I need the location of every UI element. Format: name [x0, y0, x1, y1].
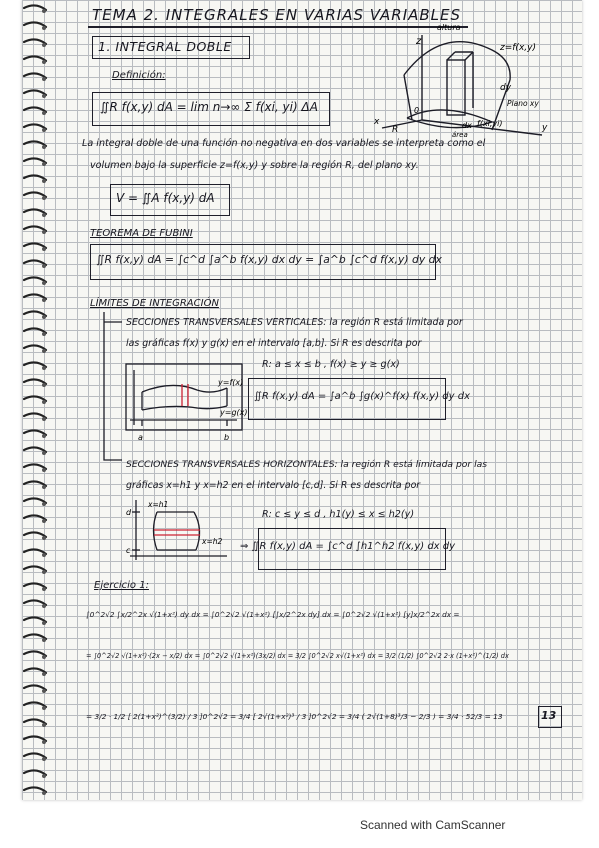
- horizontal-formula: ⇒ ∬R f(x,y) dA = ∫c^d ∫h1^h2 f(x,y) dx dy: [240, 541, 456, 552]
- definition-text-1: La integral doble de una función no negativa en dos variables se interpreta como el: [82, 138, 486, 149]
- spiral-hole: [42, 740, 46, 744]
- spiral-hole: [42, 128, 46, 132]
- scanner-footer: Scanned with CamScanner: [360, 818, 506, 832]
- spiral-ring: [24, 532, 46, 537]
- spiral-ring: [24, 430, 46, 435]
- spiral-hole: [42, 298, 46, 302]
- spiral-ring: [24, 464, 46, 469]
- x-label: x: [374, 117, 380, 127]
- altura-label: altura: [437, 23, 461, 32]
- spiral-ring: [24, 379, 46, 384]
- spiral-hole: [42, 145, 46, 149]
- plane-label: Plano xy: [507, 99, 539, 108]
- exercise-line-3: = 3/2 · 1/2 [ 2(1+x²)^(3/2) / 3 ]0^2√2 = 3/4 [ 2√(1+x²)³ / 3 ]0^2√2 = 3/4 ( 2√(1+8)³/3 − 2/3 ) = 3/4 · 52/3 = 13: [86, 712, 503, 721]
- spiral-ring: [24, 634, 46, 639]
- spiral-hole: [42, 638, 46, 642]
- spiral-ring: [24, 107, 46, 112]
- spiral-hole: [42, 672, 46, 676]
- area-label: área: [452, 131, 468, 139]
- spiral-hole: [42, 162, 46, 166]
- exercise-line-2: = ∫0^2√2 √(1+x²)·(2x − x/2) dx = ∫0^2√2 √(1+x²)(3x/2) dx = 3/2 ∫0^2√2 x√(1+x²) dx = 3/2 (1/2) ∫0^2√2 2·x (1+x²)^(1/2) dx: [86, 652, 509, 660]
- spiral-hole: [42, 689, 46, 693]
- spiral-hole: [42, 179, 46, 183]
- spiral-ring: [24, 345, 46, 350]
- spiral-hole: [42, 400, 46, 404]
- d-label: d: [126, 508, 132, 517]
- spiral-hole: [42, 621, 46, 625]
- spiral-ring: [24, 226, 46, 231]
- spiral-ring: [24, 277, 46, 282]
- spiral-hole: [42, 77, 46, 81]
- spiral-hole: [42, 213, 46, 217]
- section-heading: 1. INTEGRAL DOBLE: [98, 39, 232, 54]
- spiral-ring: [24, 413, 46, 418]
- spiral-hole: [42, 519, 46, 523]
- y-label: y: [542, 123, 548, 133]
- result-value: 13: [541, 709, 557, 722]
- spiral-hole: [42, 723, 46, 727]
- spiral-ring: [24, 209, 46, 214]
- spiral-hole: [42, 247, 46, 251]
- vertical-text-1: SECCIONES TRANSVERSALES VERTICALES: la región R está limitada por: [126, 317, 463, 328]
- spiral-ring: [24, 396, 46, 401]
- definition-text-2: volumen bajo la superficie z=f(x,y) y sobre la región R, del plano xy.: [90, 160, 419, 171]
- h2-label: x=h2: [202, 537, 223, 546]
- spiral-hole: [42, 230, 46, 234]
- spiral-hole: [42, 604, 46, 608]
- page-title: TEMA 2. INTEGRALES EN VARIAS VARIABLES: [92, 6, 462, 24]
- gx-label: y=g(x): [220, 408, 248, 417]
- spiral-hole: [42, 791, 46, 795]
- spiral-binding: [22, 0, 52, 800]
- c-label: c: [126, 546, 131, 555]
- origin-label: 0: [414, 106, 420, 115]
- spiral-ring: [24, 583, 46, 588]
- horizontal-text-2: gráficas x=h1 y x=h2 en el intervalo [c,d]. Si R es descrita por: [126, 480, 421, 491]
- surface-label: z=f(x,y): [500, 43, 536, 53]
- spiral-hole: [42, 281, 46, 285]
- spiral-hole: [42, 502, 46, 506]
- spiral-ring: [24, 328, 46, 333]
- spiral-ring: [24, 22, 46, 27]
- spiral-hole: [42, 468, 46, 472]
- spiral-hole: [42, 434, 46, 438]
- spiral-hole: [42, 349, 46, 353]
- spiral-ring: [24, 158, 46, 163]
- spiral-hole: [42, 655, 46, 659]
- spiral-hole: [42, 553, 46, 557]
- spiral-ring: [24, 90, 46, 95]
- dy-label: dy: [500, 83, 512, 93]
- example-label: Ejercicio 1:: [94, 580, 149, 591]
- spiral-hole: [42, 383, 46, 387]
- spiral-hole: [42, 94, 46, 98]
- curve-h1: [154, 512, 158, 550]
- spiral-ring: [24, 39, 46, 44]
- fval-label: f(xi,yi): [477, 119, 503, 128]
- spiral-hole: [42, 315, 46, 319]
- spiral-ring: [24, 362, 46, 367]
- spiral-hole: [42, 570, 46, 574]
- spiral-ring: [24, 447, 46, 452]
- spiral-hole: [42, 536, 46, 540]
- curve-h2: [194, 512, 200, 550]
- spiral-hole: [42, 196, 46, 200]
- spiral-ring: [24, 787, 46, 792]
- spiral-ring: [24, 600, 46, 605]
- spiral-ring: [24, 549, 46, 554]
- spiral-hole: [42, 774, 46, 778]
- spiral-hole: [42, 9, 46, 13]
- spiral-hole: [42, 366, 46, 370]
- spiral-ring: [24, 685, 46, 690]
- vertical-formula: ∬R f(x,y) dA = ∫a^b ∫g(x)^f(x) f(x,y) dy dx: [254, 391, 471, 402]
- r-label: R: [392, 125, 399, 135]
- spiral-ring: [24, 311, 46, 316]
- spiral-hole: [42, 43, 46, 47]
- vertical-text-2: las gráficas f(x) y g(x) en el intervalo [a,b]. Si R es descrita por: [126, 338, 422, 349]
- fubini-formula: ∬R f(x,y) dA = ∫c^d ∫a^b f(x,y) dx dy = ∫a^b ∫c^d f(x,y) dy dx: [96, 253, 442, 266]
- horizontal-text-1: SECCIONES TRANSVERSALES HORIZONTALES: la región R está limitada por las: [126, 459, 488, 470]
- spiral-ring: [24, 668, 46, 673]
- spiral-ring: [24, 702, 46, 707]
- spiral-hole: [42, 332, 46, 336]
- spiral-ring: [24, 617, 46, 622]
- spiral-hole: [42, 587, 46, 591]
- spiral-ring: [24, 481, 46, 486]
- spiral-hole: [42, 451, 46, 455]
- vertical-region: R: a ≤ x ≤ b , f(x) ≥ y ≥ g(x): [262, 359, 400, 370]
- spiral-ring: [24, 5, 46, 10]
- spiral-hole: [42, 111, 46, 115]
- fubini-label: TEOREMA DE FUBINI: [90, 228, 193, 239]
- spiral-ring: [24, 175, 46, 180]
- spiral-ring: [24, 770, 46, 775]
- volume-formula: V = ∬A f(x,y) dA: [116, 191, 215, 205]
- spiral-ring: [24, 515, 46, 520]
- spiral-hole: [42, 26, 46, 30]
- spiral-ring: [24, 141, 46, 146]
- spiral-ring: [24, 124, 46, 129]
- h1-label: x=h1: [148, 500, 169, 509]
- spiral-hole: [42, 60, 46, 64]
- z-label: z: [416, 36, 422, 47]
- spiral-ring: [24, 736, 46, 741]
- spiral-ring: [24, 753, 46, 758]
- horizontal-region: R: c ≤ y ≤ d , h1(y) ≤ x ≤ h2(y): [262, 509, 415, 520]
- spiral-ring: [24, 260, 46, 265]
- spiral-ring: [24, 73, 46, 78]
- spiral-ring: [24, 56, 46, 61]
- spiral-ring: [24, 498, 46, 503]
- horizontal-sections-diagram: [22, 0, 582, 800]
- spiral-hole: [42, 706, 46, 710]
- spiral-ring: [24, 651, 46, 656]
- limits-label: LÍMITES DE INTEGRACIÓN: [90, 298, 219, 309]
- notebook-page: [22, 0, 582, 800]
- definition-formula: ∬R f(x,y) dA = lim n→∞ Σ f(xi, yi) ΔA: [100, 100, 318, 114]
- spiral-ring: [24, 719, 46, 724]
- fx-label: y=f(x): [218, 378, 244, 387]
- spiral-hole: [42, 264, 46, 268]
- spiral-hole: [42, 757, 46, 761]
- definition-label: Definición:: [112, 70, 166, 81]
- spiral-hole: [42, 485, 46, 489]
- spiral-ring: [24, 243, 46, 248]
- spiral-ring: [24, 294, 46, 299]
- b-label: b: [224, 433, 230, 442]
- spiral-ring: [24, 566, 46, 571]
- exercise-line-1: ∫0^2√2 ∫x/2^2x √(1+x²) dy dx = ∫0^2√2 √(1+x²) [∫x/2^2x dy] dx = ∫0^2√2 √(1+x²) [y]x/2^2x dx =: [86, 610, 460, 619]
- spiral-ring: [24, 192, 46, 197]
- spiral-hole: [42, 417, 46, 421]
- dx-label: dx: [462, 121, 472, 130]
- a-label: a: [138, 433, 143, 442]
